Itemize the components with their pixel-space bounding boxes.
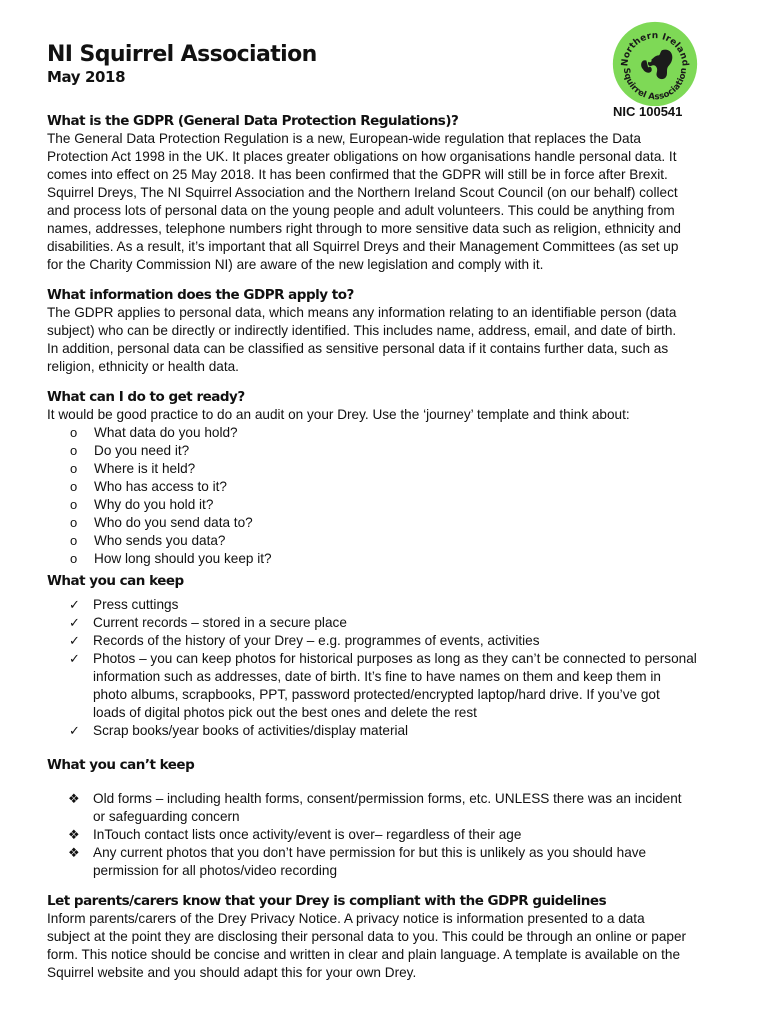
- section-get-ready: [47, 388, 737, 568]
- audit-questions-list: [47, 424, 737, 568]
- check-icon: ✓: [69, 615, 80, 630]
- list-item: ❖ InTouch contact lists once activity/event is over– regardless of their age: [68, 827, 522, 842]
- section-what-you-can-keep: [47, 572, 737, 740]
- paragraph-line: comes into effect on 25 May 2018. It has been confirmed that the GDPR will still be in force after Brexit.: [47, 167, 668, 182]
- section-privacy-notice: [47, 892, 737, 982]
- section-heading: What is the GDPR (General Data Protection Regulations)?: [47, 113, 459, 129]
- section-heading: What you can keep: [47, 573, 184, 589]
- section-heading: What can I do to get ready?: [47, 389, 245, 405]
- paragraph-line: Squirrel website and you should adapt this for your own Drey.: [47, 965, 417, 980]
- charity-number: NIC 100541: [613, 104, 683, 119]
- paragraph-line: Protection Act 1998 in the UK. It places greater obligations on how organisations handle personal data. It: [47, 149, 677, 164]
- paragraph-line: Inform parents/carers of the Drey Privacy Notice. A privacy notice is information presented to a data: [47, 911, 645, 926]
- circle-bullet-icon: o: [70, 497, 78, 512]
- list-item: ✓ Scrap books/year books of activities/display material: [69, 723, 409, 738]
- list-item: o How long should you keep it?: [70, 551, 272, 566]
- list-item: ✓ Records of the history of your Drey – e.g. programmes of events, activities: [69, 633, 540, 648]
- paragraph-line: Squirrel Dreys, The NI Squirrel Association and the Northern Ireland Scout Council (on our behalf) collect: [47, 185, 678, 200]
- document-date: May 2018: [47, 68, 126, 86]
- paragraph-line: religion, ethnicity or health data.: [47, 359, 239, 374]
- section-heading: What you can’t keep: [47, 757, 195, 773]
- paragraph-line: The GDPR applies to personal data, which means any information relating to an identifiable person (data: [47, 305, 677, 320]
- diamond-bullet-icon: ❖: [68, 791, 80, 806]
- ni-squirrel-association-logo: [612, 21, 698, 107]
- list-item: o Where is it held?: [70, 461, 196, 476]
- circle-bullet-icon: o: [70, 551, 78, 566]
- logo-text-bottom: Squirrel Association: [620, 67, 690, 103]
- circle-bullet-icon: o: [70, 533, 78, 548]
- circle-bullet-icon: o: [70, 443, 78, 458]
- list-item: ❖ Old forms – including health forms, consent/permission forms, etc. UNLESS there was an incident or safeguarding concern: [68, 791, 682, 824]
- paragraph-line: form. This notice should be concise and written in clear and plain language. A template is available on the: [47, 947, 681, 962]
- diamond-bullet-icon: ❖: [68, 845, 80, 860]
- list-item: o Do you need it?: [70, 443, 190, 458]
- circle-bullet-icon: o: [70, 425, 78, 440]
- can-keep-list: [47, 596, 737, 740]
- section-heading: What information does the GDPR apply to?: [47, 287, 354, 303]
- document-body: [47, 112, 737, 982]
- paragraph-line: subject) who can be directly or indirectly identified. This includes name, address, email, and date of birth.: [47, 323, 677, 338]
- check-icon: ✓: [69, 651, 80, 666]
- list-item: o Who has access to it?: [70, 479, 227, 494]
- paragraph-line: and process lots of personal data on the young people and adult volunteers. This could be anything from: [47, 203, 675, 218]
- cant-keep-list: [47, 790, 737, 880]
- section-what-is-gdpr: [47, 112, 737, 274]
- check-icon: ✓: [69, 633, 80, 648]
- list-item: o Why do you hold it?: [70, 497, 214, 512]
- logo-text-top: Northern Ireland: [620, 31, 690, 67]
- paragraph-line: The General Data Protection Regulation is a new, European-wide regulation that replaces the Data: [47, 131, 641, 146]
- paragraph-line: for the Charity Commission NI) are aware of the new legislation and comply with it.: [47, 257, 544, 272]
- list-item: o Who do you send data to?: [70, 515, 253, 530]
- check-icon: ✓: [69, 597, 80, 612]
- diamond-bullet-icon: ❖: [68, 827, 80, 842]
- section-intro: It would be good practice to do an audit on your Drey. Use the ‘journey’ template and think about:: [47, 407, 630, 422]
- section-what-you-cant-keep: [47, 756, 737, 880]
- list-item: o What data do you hold?: [70, 425, 238, 440]
- list-item: ✓ Photos – you can keep photos for historical purposes as long as they can’t be connected to personal information such as addresses, date of birth. It’s fine to have names on them and keep them in photo albums, scrapbooks, PPT, password protected/encrypted laptop/hard drive. If you’ve got loads of digital photos pick out the best ones and delete the rest: [69, 651, 697, 720]
- list-item: ✓ Press cuttings: [69, 597, 179, 612]
- section-heading: Let parents/carers know that your Drey is compliant with the GDPR guidelines: [47, 893, 607, 909]
- circle-bullet-icon: o: [70, 515, 78, 530]
- paragraph-line: In addition, personal data can be classified as sensitive personal data if it contains further data, such as: [47, 341, 669, 356]
- section-what-information: [47, 286, 737, 376]
- circle-bullet-icon: o: [70, 461, 78, 476]
- paragraph-line: names, addresses, telephone numbers right through to more sensitive data such as religion, ethnicity and: [47, 221, 681, 236]
- list-item: ❖ Any current photos that you don’t have permission for but this is unlikely as you should have permission for all photos/video recording: [68, 845, 647, 878]
- paragraph-line: disabilities. As a result, it’s important that all Squirrel Dreys and their Management Committees (as set up: [47, 239, 679, 254]
- paragraph-line: subject at the point they are disclosing their personal data to you. This could be through an online or paper: [47, 929, 687, 944]
- list-item: o Who sends you data?: [70, 533, 226, 548]
- list-item: ✓ Current records – stored in a secure place: [69, 615, 347, 630]
- check-icon: ✓: [69, 723, 80, 738]
- document-title: NI Squirrel Association: [47, 42, 317, 67]
- circle-bullet-icon: o: [70, 479, 78, 494]
